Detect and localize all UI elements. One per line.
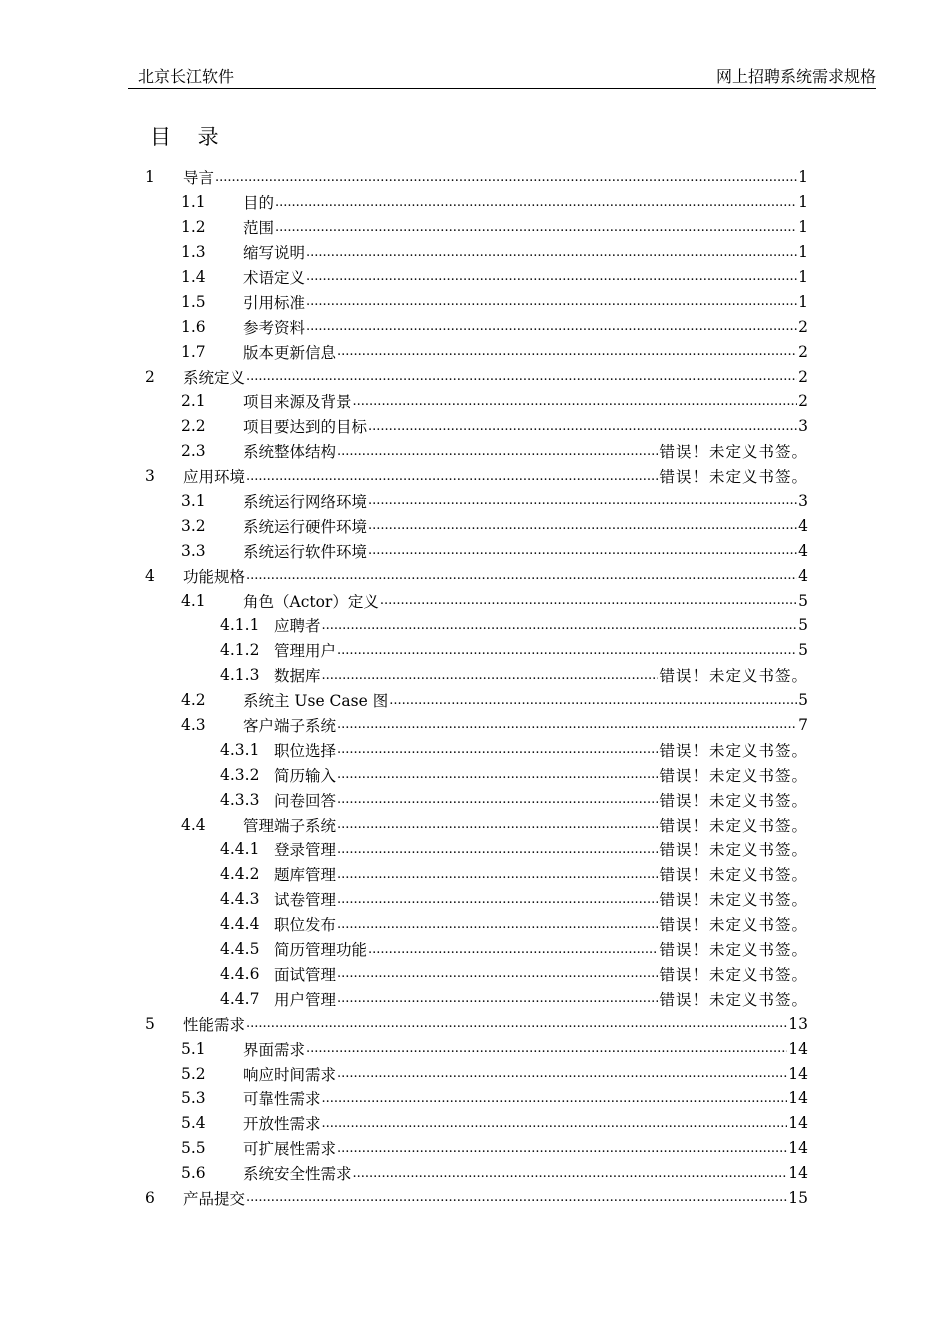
toc-entry-page: 错误！未定义书签。 xyxy=(659,667,808,686)
toc-entry[interactable] xyxy=(140,613,808,638)
toc-entry[interactable] xyxy=(140,588,808,613)
toc-entry[interactable] xyxy=(140,439,808,464)
toc-dot-leader xyxy=(322,613,798,638)
toc-entry-number: 4.4.4 xyxy=(220,915,260,934)
toc-entry-page: 15 xyxy=(788,1188,808,1207)
toc-entry[interactable] xyxy=(140,638,808,663)
toc-entry-page: 1 xyxy=(798,292,808,311)
toc-heading: 目 录 xyxy=(150,125,229,149)
toc-dot-leader xyxy=(337,962,658,987)
toc-entry-page: 1 xyxy=(798,218,808,237)
toc-entry-page: 4 xyxy=(798,516,808,535)
toc-entry-title: 职位发布 xyxy=(274,916,337,935)
toc-entry[interactable] xyxy=(140,215,808,240)
toc-dot-leader xyxy=(215,165,797,190)
toc-entry-number: 4.1.3 xyxy=(220,666,260,685)
toc-entry-title: 系统安全性需求 xyxy=(243,1165,352,1184)
toc-entry-number: 3.1 xyxy=(181,492,206,511)
toc-entry-number: 4.4.1 xyxy=(220,840,260,859)
toc-dot-leader xyxy=(275,215,797,240)
toc-dot-leader xyxy=(306,240,797,265)
toc-dot-leader xyxy=(337,762,658,787)
toc-dot-leader xyxy=(322,663,659,688)
toc-entry-number: 1.6 xyxy=(181,317,206,336)
toc-entry-title: 客户端子系统 xyxy=(243,717,337,736)
toc-entry-number: 4.3.3 xyxy=(220,790,260,809)
toc-entry-title: 可靠性需求 xyxy=(243,1090,321,1109)
toc-entry-page: 4 xyxy=(798,566,808,585)
toc-entry-page: 错误！未定义书签。 xyxy=(659,941,808,960)
toc-dot-leader xyxy=(389,688,797,713)
toc-entry-page: 2 xyxy=(798,342,808,361)
toc-entry[interactable] xyxy=(140,513,808,538)
toc-dot-leader xyxy=(246,464,658,489)
toc-entry-number: 3 xyxy=(145,467,155,486)
toc-entry[interactable] xyxy=(140,165,808,190)
toc-dot-leader xyxy=(368,414,797,439)
toc-entry-title: 项目来源及背景 xyxy=(243,393,352,412)
toc-entry-title: 响应时间需求 xyxy=(243,1065,337,1084)
toc-entry[interactable] xyxy=(140,289,808,314)
toc-entry-page: 14 xyxy=(788,1164,808,1183)
toc-entry-title: 导言 xyxy=(183,169,215,188)
toc-entry-page: 1 xyxy=(798,268,808,286)
toc-dot-leader xyxy=(368,489,797,514)
toc-entry[interactable] xyxy=(140,364,808,389)
toc-entry-page: 1 xyxy=(798,168,808,187)
toc-entry[interactable] xyxy=(140,663,808,688)
toc-entry-number: 4.4.2 xyxy=(220,865,260,884)
toc-entry-page: 5 xyxy=(798,641,808,660)
toc-entry[interactable] xyxy=(140,389,808,414)
toc-entry-title: 试卷管理 xyxy=(274,891,337,910)
toc-dot-leader xyxy=(337,986,658,1011)
toc-entry-page: 错误！未定义书签。 xyxy=(659,916,808,935)
toc-entry[interactable] xyxy=(140,314,808,339)
toc-entry-page: 错误！未定义书签。 xyxy=(659,741,808,760)
toc-entry-title: 登录管理 xyxy=(274,841,337,860)
toc-entry-title: 缩写说明 xyxy=(243,244,306,263)
toc-entry-title: 术语定义 xyxy=(243,269,306,287)
toc-entry-title: 系统主 Use Case 图 xyxy=(243,692,389,711)
toc-entry-number: 1 xyxy=(145,168,155,187)
toc-entry-title: 简历管理功能 xyxy=(274,941,368,960)
toc-entry-title: 系统运行软件环境 xyxy=(243,542,368,561)
toc-entry-page: 7 xyxy=(798,716,808,735)
toc-entry-number: 3.3 xyxy=(181,541,206,560)
toc-entry[interactable] xyxy=(140,1136,808,1161)
toc-entry-page: 错误！未定义书签。 xyxy=(659,990,808,1009)
toc-entry[interactable] xyxy=(140,190,808,215)
toc-entry-number: 4.4.5 xyxy=(220,940,260,959)
toc-entry-page: 14 xyxy=(788,1064,808,1083)
toc-entry[interactable] xyxy=(140,787,808,812)
toc-dot-leader xyxy=(322,1086,788,1111)
toc-entry-number: 5.5 xyxy=(181,1139,206,1158)
toc-entry[interactable] xyxy=(140,1036,808,1061)
toc-entry-number: 4.4.3 xyxy=(220,890,260,909)
toc-entry-page: 2 xyxy=(798,317,808,336)
toc-entry-page: 5 xyxy=(798,616,808,635)
toc-entry-title: 目的 xyxy=(243,194,275,213)
toc-entry-title: 管理用户 xyxy=(274,642,337,661)
toc-entry[interactable] xyxy=(140,414,808,439)
toc-entry-page: 2 xyxy=(798,367,808,386)
toc-dot-leader xyxy=(337,812,658,837)
toc-entry-title: 简历输入 xyxy=(274,766,337,785)
toc-entry-page: 错误！未定义书签。 xyxy=(659,841,808,860)
toc-entry[interactable] xyxy=(140,1061,808,1086)
toc-dot-leader xyxy=(246,364,797,389)
toc-entry-title: 参考资料 xyxy=(243,318,306,337)
toc-dot-leader xyxy=(337,1061,787,1086)
toc-dot-leader xyxy=(337,439,658,464)
toc-entry-number: 2.1 xyxy=(181,392,206,411)
toc-dot-leader xyxy=(368,513,797,538)
toc-entry-title: 面试管理 xyxy=(274,965,337,984)
toc-entry-number: 2.2 xyxy=(181,417,206,436)
toc-dot-leader xyxy=(337,912,658,937)
toc-entry[interactable] xyxy=(140,737,808,762)
toc-dot-leader xyxy=(337,737,658,762)
toc-entry[interactable] xyxy=(140,937,808,962)
toc-dot-leader xyxy=(337,638,797,663)
toc-entry-number: 5.2 xyxy=(181,1064,206,1083)
toc-entry-number: 1.5 xyxy=(181,292,206,311)
toc-entry-number: 4 xyxy=(145,566,155,585)
toc-entry-title: 数据库 xyxy=(274,667,321,686)
toc-entry-title: 功能规格 xyxy=(183,567,246,586)
toc-entry[interactable] xyxy=(140,862,808,887)
toc-entry[interactable] xyxy=(140,240,808,265)
toc-entry-page: 13 xyxy=(788,1014,808,1033)
toc-entry-title: 开放性需求 xyxy=(243,1115,321,1134)
toc-entry-number: 1.1 xyxy=(181,193,206,212)
toc-entry[interactable] xyxy=(140,912,808,937)
toc-entry[interactable] xyxy=(140,1161,808,1186)
toc-entry-page: 14 xyxy=(788,1039,808,1058)
toc-entry-title: 项目要达到的目标 xyxy=(243,418,368,437)
toc-dot-leader xyxy=(368,538,797,563)
toc-entry[interactable] xyxy=(140,962,808,987)
toc-entry-number: 2 xyxy=(145,367,155,386)
toc-entry-page: 14 xyxy=(788,1114,808,1133)
toc-entry-number: 4.1.1 xyxy=(220,616,260,635)
toc-entry-title: 管理端子系统 xyxy=(243,816,337,835)
toc-dot-leader xyxy=(306,289,797,314)
toc-entry-number: 4.3 xyxy=(181,716,206,735)
toc-entry-number: 2.3 xyxy=(181,442,206,461)
toc-entry[interactable] xyxy=(140,265,808,290)
toc-entry[interactable] xyxy=(140,812,808,837)
toc-entry-page: 5 xyxy=(798,591,808,610)
toc-entry-page: 错误！未定义书签。 xyxy=(659,866,808,885)
toc-entry[interactable] xyxy=(140,1086,808,1111)
toc-entry-title: 问卷回答 xyxy=(274,791,337,810)
toc-dot-leader xyxy=(368,937,658,962)
toc-entry-page: 错误！未定义书签。 xyxy=(659,791,808,810)
toc-entry-title: 题库管理 xyxy=(274,866,337,885)
toc-entry-number: 4.4 xyxy=(181,815,206,834)
toc-entry-number: 1.4 xyxy=(181,268,206,286)
toc-entry-number: 4.3.1 xyxy=(220,740,260,759)
toc-entry-page: 2 xyxy=(798,392,808,411)
toc-entry[interactable] xyxy=(140,688,808,713)
toc-dot-leader xyxy=(337,887,658,912)
toc-entry-title: 引用标准 xyxy=(243,293,306,312)
toc-dot-leader xyxy=(306,265,797,290)
toc-dot-leader xyxy=(246,563,797,588)
toc-entry-title: 可扩展性需求 xyxy=(243,1140,337,1159)
toc-entry[interactable] xyxy=(140,762,808,787)
toc-entry[interactable] xyxy=(140,713,808,738)
toc-entry-title: 范围 xyxy=(243,219,275,238)
toc-entry-number: 4.3.2 xyxy=(220,765,260,784)
toc-entry-number: 1.7 xyxy=(181,342,206,361)
toc-entry-page: 4 xyxy=(798,541,808,560)
toc-entry-title: 界面需求 xyxy=(243,1040,306,1059)
toc-entry-number: 5.3 xyxy=(181,1089,206,1108)
toc-entry-title: 职位选择 xyxy=(274,741,337,760)
toc-entry[interactable] xyxy=(140,887,808,912)
toc-entry[interactable] xyxy=(140,986,808,1011)
toc-entry[interactable] xyxy=(140,1011,808,1036)
toc-dot-leader xyxy=(337,713,797,738)
toc-dot-leader xyxy=(306,1036,787,1061)
toc-entry[interactable] xyxy=(140,837,808,862)
toc-dot-leader xyxy=(353,389,798,414)
toc-entry[interactable] xyxy=(140,489,808,514)
toc-entry-page: 3 xyxy=(798,492,808,511)
page-header xyxy=(128,66,876,89)
toc-dot-leader xyxy=(246,1011,787,1036)
toc-entry-title: 角色（Actor）定义 xyxy=(243,592,379,611)
toc-entry-title: 系统运行网络环境 xyxy=(243,493,368,512)
toc-entry-title: 版本更新信息 xyxy=(243,343,337,362)
header-company: 北京长江软件 xyxy=(138,67,235,86)
toc-dot-leader xyxy=(337,1136,787,1161)
toc-dot-leader xyxy=(306,314,797,339)
toc-dot-leader xyxy=(246,1186,787,1211)
toc-entry-title: 产品提交 xyxy=(183,1189,246,1208)
toc-dot-leader xyxy=(380,588,797,613)
toc-entry-page: 错误！未定义书签。 xyxy=(659,443,808,462)
toc-entry-number: 4.2 xyxy=(181,691,206,710)
toc-entry-number: 5.6 xyxy=(181,1164,206,1183)
toc-entry-number: 5 xyxy=(145,1014,155,1033)
toc-dot-leader xyxy=(322,1111,788,1136)
toc-entry-page: 3 xyxy=(798,417,808,436)
toc-dot-leader xyxy=(337,837,658,862)
toc-entry-number: 5.1 xyxy=(181,1039,206,1058)
toc-entry[interactable] xyxy=(140,1111,808,1136)
toc-entry-number: 4.4.6 xyxy=(220,964,260,983)
toc-entry-page: 错误！未定义书签。 xyxy=(659,766,808,785)
table-of-contents xyxy=(140,165,808,1210)
toc-entry-number: 1.3 xyxy=(181,243,206,262)
toc-dot-leader xyxy=(337,339,797,364)
toc-entry-number: 4.4.7 xyxy=(220,989,260,1008)
toc-entry[interactable] xyxy=(140,1186,808,1211)
toc-dot-leader xyxy=(275,190,797,215)
toc-entry-page: 错误！未定义书签。 xyxy=(659,891,808,910)
toc-entry-page: 1 xyxy=(798,243,808,262)
toc-entry-title: 用户管理 xyxy=(274,990,337,1009)
toc-entry-page: 错误！未定义书签。 xyxy=(659,965,808,984)
toc-entry-number: 4.1.2 xyxy=(220,641,260,660)
toc-entry-page: 错误！未定义书签。 xyxy=(659,468,808,487)
toc-entry-number: 3.2 xyxy=(181,516,206,535)
toc-entry-number: 1.2 xyxy=(181,218,206,237)
header-doc-title: 网上招聘系统需求规格 xyxy=(715,67,876,86)
toc-entry-title: 性能需求 xyxy=(183,1015,246,1034)
toc-entry-title: 应用环境 xyxy=(183,468,246,487)
toc-dot-leader xyxy=(337,787,658,812)
toc-entry-number: 5.4 xyxy=(181,1114,206,1133)
toc-entry-title: 系统整体结构 xyxy=(243,443,337,462)
toc-entry-page: 14 xyxy=(788,1089,808,1108)
toc-entry-number: 4.1 xyxy=(181,591,206,610)
toc-entry-page: 错误！未定义书签。 xyxy=(659,816,808,835)
toc-dot-leader xyxy=(337,862,658,887)
toc-entry[interactable] xyxy=(140,538,808,563)
toc-entry-page: 1 xyxy=(798,193,808,212)
toc-dot-leader xyxy=(353,1161,788,1186)
toc-entry-number: 6 xyxy=(145,1188,155,1207)
toc-entry-page: 5 xyxy=(798,691,808,710)
toc-entry[interactable] xyxy=(140,464,808,489)
toc-entry[interactable] xyxy=(140,563,808,588)
toc-entry-title: 应聘者 xyxy=(274,617,321,636)
toc-entry-title: 系统运行硬件环境 xyxy=(243,517,368,536)
toc-entry-page: 14 xyxy=(788,1139,808,1158)
toc-entry-title: 系统定义 xyxy=(183,368,246,387)
toc-entry[interactable] xyxy=(140,339,808,364)
